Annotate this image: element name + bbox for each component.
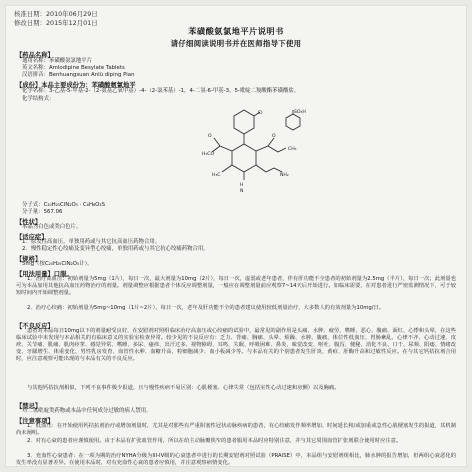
properties-text: 本品为白色或类白色片。 [22, 224, 82, 230]
precaution-paragraph-3: 3．充血性心衰患者：在一项为期的治疗NYHA分级为III-IV级的心衰患者中进行的长期安慰剂对照试验（PRAISE）中，本品组与安慰剂组相比，肺水肿的报告增加，但两组心衰恶化的发生率没有显著差异。在使用本品时，对有充血性心衰的患者应慎用，并注意观察病情变化。 [16, 453, 456, 467]
section-name-heading: 【药品名称】 [16, 52, 54, 59]
section-indications-heading: 【适应症】 [16, 234, 48, 241]
generic-name: 通用名称：苯磺酸氨氯地平片 [22, 58, 93, 64]
svg-text:Cl: Cl [258, 111, 263, 116]
section-adverse-reactions-heading: 【不良反应】 [16, 323, 54, 330]
precaution-paragraph-2: 2．对有心衰的患者应谨慎使用。由于本品有扩张血管作用，所以在给主动脉瓣狭窄的患者服用本品时应特别注意，并与其它周围血管扩张剂联合使用时应注意。 [27, 438, 402, 444]
svg-text:SO₃H: SO₃H [294, 110, 306, 115]
precaution-paragraph-1: 1．低血压：在开始使用钙拮抗剂治疗或增加剂量时，尤其是对那些有严重阻塞性冠状动脉疾病的患者，有心绞痛发作频率增加、时间延长和/或加重或急性心肌梗塞发生的报道，其机制尚未阐明。 [16, 423, 456, 437]
svg-text:N: N [240, 189, 244, 194]
svg-text:H₃CO: H₃CO [202, 152, 215, 157]
section-dosage-heading: 【用法用量】口服。 [16, 271, 73, 278]
document-title: 苯磺酸氨氯地平片说明书 [188, 26, 284, 36]
section-composition-heading: 【成份】本品主要成份为：苯磺酸氨氯地平 [16, 82, 136, 89]
svg-text:O: O [272, 134, 276, 139]
chemical-structure-diagram [194, 110, 304, 198]
adverse-reactions-paragraph-1: 患者对本品每日10mg以下的剂量耐受良好，在安慰剂对照组临床治疗高血压或心绞痛的试验中，最常见的副作用是头痛、水肿、疲劳、嗜睡、恶心、腹痛、面红、心悸和头晕，在这些临床试验中未发现与本品相关的有临床意义的实验室检查异常。较少见的不良反应有：乏力、背痛、胸痛、头晕、烦躁、水肿、腹痛、体位性低血压、胃肠紊乱、心律不齐、心动过速、皮疹、关节痛、肌痛、肌肉痉挛、感觉异常、嗜睡、多尿、瘙痒、出汗过多、视物障碍、耳鸣、失眠、呼吸困难、鼻炎、味觉改变、呕吐、腹泻、便秘、消化不良、口干、尿频、阳痿、情绪改变、牙龈增生、体重变化、男性乳房发育、血管性水肿、血糖升高、粒细胞减少、血小板减少等。与本品有关的个别患者发生肝炎、黄疸、肝酶升高和过敏性反应。在与其它钙拮抗剂合用时，应注意观察可能出现的与本品有关的不良反应。 [16, 328, 456, 363]
svg-text:NH₂: NH₂ [280, 173, 289, 178]
adverse-reactions-paragraph-2: 与其他钙拮抗剂相似，下列不良事件极少报道，且与慢性疾病不易区别：心肌梗塞、心律失常（包括室性心动过速和房颤）以及胸痛。 [27, 385, 340, 391]
specification-text: 5mg（按C₂₀H₂₅ClN₂O₅计）。 [22, 261, 93, 267]
approval-date: 核准日期：2010年06月29日 [14, 10, 98, 18]
section-precautions-heading: 【注意事项】 [16, 418, 54, 425]
contraindications-text: 对二氢吡啶类药物或本品中任何成分过敏的病人禁用。 [22, 408, 152, 414]
indication-1: 1．原发性高血压，单独用药或与其它抗高血压药物合用。 [22, 239, 161, 245]
document-dates [14, 10, 98, 27]
package-insert-document [6, 6, 466, 466]
document-title-block [6, 26, 466, 49]
pinyin-name: 汉语拼音：Benhuangsuan Anlü diping Pian [22, 72, 135, 78]
section-properties-heading: 【性状】 [16, 219, 42, 226]
svg-text:H₃C: H₃C [212, 173, 221, 178]
revision-date: 修改日期：2015年12月01日 [14, 18, 98, 27]
dosage-paragraph-1: 1．治疗高血压：初始剂量为5mg（1片），每日一次，最大剂量为10mg（2片），每日一次，虚弱或老年患者，伴有肝功能不全患者的初始剂量为2.5mg（半片），每日一次；此剂量也可为本品加用其他抗高血压药物治疗的剂量。剂量调整应根据患者个体反应调整剂量，一般应在调整剂量前应观察7~14天后开始进行。如临床需要，在对患者进行严密监测情况下，可于较短时间内开始调整剂量。 [16, 276, 456, 297]
dosage-paragraph-2: 2．治疗心绞痛：初始剂量为5mg~10mg（1片~2片），每日一次，老年及肝功能不全的患者建议使用较低剂量治疗，大多数人的有效剂量为10mg/日。 [27, 305, 385, 311]
document-subtitle: 请仔细阅读说明书并在医师指导下使用 [170, 39, 302, 48]
english-name: 英文名称：Amlodipine Besylate Tablets [22, 65, 125, 71]
indication-2: 2．慢性稳定性心绞痛及变异型心绞痛，单独用药或与其它抗心绞痛药物合用。 [22, 246, 209, 252]
chemical-name: 化学名称：3-乙基-5-甲基-2-（2-氨基乙氧甲基）-4-（2-氯苯基）-1，4-二氢-6-甲基-3，5-吡啶二羧酸酯苯磺酸盐。 [22, 88, 300, 94]
molecular-weight: 分子量：567.06 [22, 209, 63, 215]
svg-text:O: O [208, 134, 212, 139]
molecular-formula: 分子式：C₂₀H₂₅ClN₂O₅ · C₆H₆O₃S [22, 202, 105, 208]
svg-text:H: H [240, 183, 244, 188]
chemical-structure-label: 化学结构式： [22, 96, 55, 102]
section-contraindications-heading: 【禁忌】 [16, 403, 42, 410]
svg-text:CH₃: CH₃ [288, 147, 297, 152]
section-specification-heading: 【规格】 [16, 256, 42, 263]
